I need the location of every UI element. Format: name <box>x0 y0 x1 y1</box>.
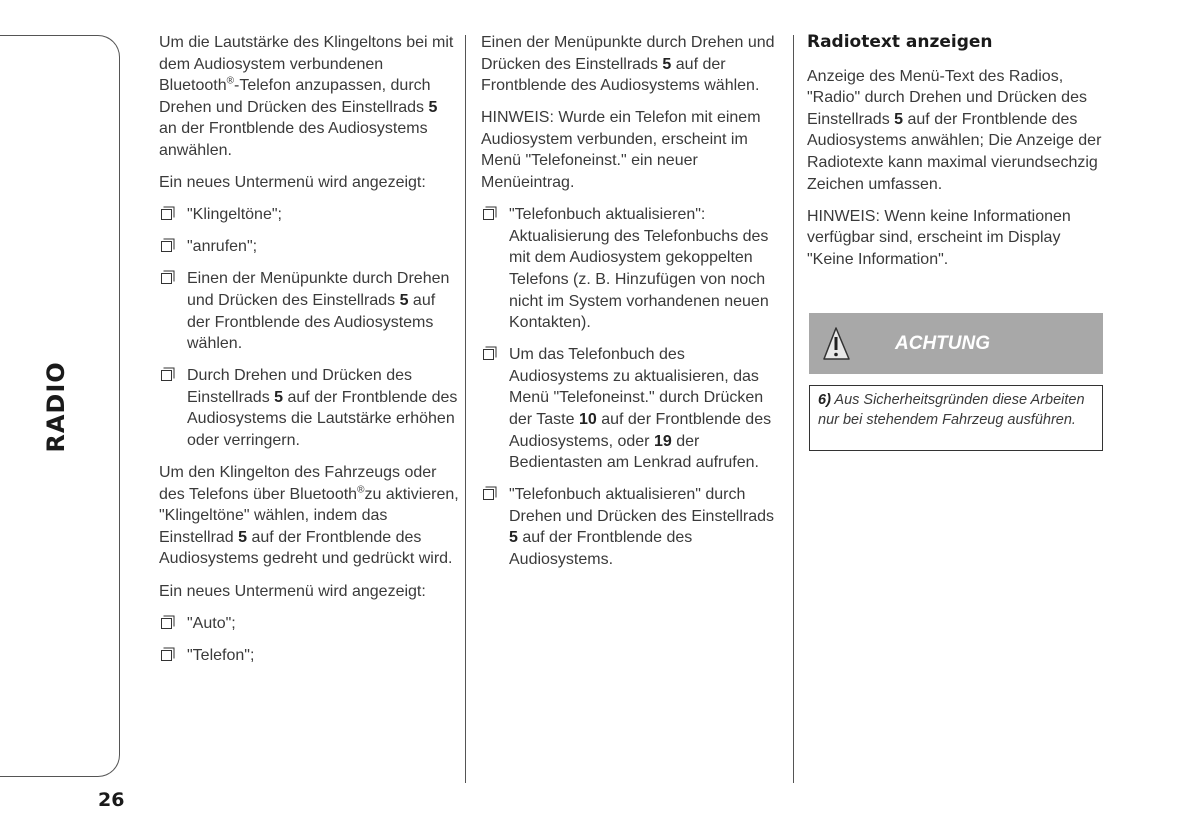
text-segment: "Telefon"; <box>187 646 255 664</box>
bullet-item <box>481 484 781 570</box>
checkbox-bullet-icon <box>161 370 172 381</box>
bullet-item <box>159 268 459 354</box>
column-1 <box>159 32 459 677</box>
paragraph <box>159 581 459 603</box>
bullet-item <box>159 645 459 667</box>
paragraph <box>807 206 1107 271</box>
warning-label: ACHTUNG <box>895 333 990 354</box>
checkbox-bullet-icon <box>161 618 172 629</box>
control-number: 10 <box>578 411 597 428</box>
text-segment: -Telefon anzupassen, durch Drehen und Drücken des Einstellrads <box>159 77 431 116</box>
control-number: 5 <box>399 291 409 309</box>
text-segment: auf der Frontblende des Audiosystems, oder <box>509 411 772 450</box>
control-number: 19 <box>653 432 672 450</box>
column-divider <box>793 35 794 783</box>
text-segment: Durch Drehen und Drücken des Einstellrads <box>187 367 413 406</box>
text-segment: Um die Lautstärke des Klingeltons bei mit dem Audiosystem verbundenen Bluetooth <box>159 34 454 95</box>
text-segment: Einen der Menüpunkte durch Drehen und Drücken des Einstellrads <box>481 34 775 73</box>
text-segment: "Klingeltöne"; <box>187 206 282 224</box>
warning-banner <box>809 313 1103 374</box>
control-number: 5 <box>428 98 438 116</box>
text-segment: Ein neues Untermenü wird angezeigt: <box>159 582 426 600</box>
checkbox-bullet-icon <box>483 489 494 500</box>
column-3 <box>807 32 1107 281</box>
paragraph <box>159 462 459 570</box>
column-divider <box>465 35 466 783</box>
page-number: 26 <box>98 789 125 811</box>
text-segment: Um das Telefonbuch des Audiosystems zu aktualisieren, das Menü "Telefoneinst." durch Drücken der Taste <box>509 346 764 428</box>
checkbox-bullet-icon <box>483 349 494 360</box>
control-number: 5 <box>238 528 248 546</box>
text-segment: HINWEIS: Wenn keine Informationen verfügbar sind, erscheint im Display "Keine Information". <box>807 207 1071 268</box>
checkbox-bullet-icon <box>161 273 172 284</box>
checkbox-bullet-icon <box>161 241 172 252</box>
text-segment: Ein neues Untermenü wird angezeigt: <box>159 174 426 192</box>
checkbox-bullet-icon <box>483 209 494 220</box>
registered-mark: ® <box>357 484 365 496</box>
text-segment: auf der Frontblende des Audiosystems gedreht und gedrückt wird. <box>159 528 453 568</box>
text-segment: der Bedientasten am Lenkrad aufrufen. <box>509 432 759 472</box>
column-2 <box>481 32 781 581</box>
warning-triangle-icon <box>821 326 851 362</box>
text-segment: Radiotext anzeigen <box>807 32 993 52</box>
paragraph <box>481 32 781 97</box>
control-number: 5 <box>509 529 518 547</box>
registered-mark: ® <box>226 75 234 87</box>
text-segment: "Auto"; <box>187 614 236 632</box>
text-segment: zu aktivieren, "Klingeltöne" wählen, indem das Einstellrad <box>159 485 459 546</box>
section-title: RADIO <box>42 361 70 453</box>
bullet-item <box>481 204 781 334</box>
checkbox-bullet-icon <box>161 209 172 220</box>
section-heading <box>807 32 1107 54</box>
text-segment: an der Frontblende des Audiosystems anwählen. <box>159 120 428 159</box>
text-segment: auf der Frontblende des Audiosystems die Lautstärke erhöhen oder verringern. <box>187 388 458 449</box>
checkbox-bullet-icon <box>161 650 172 661</box>
text-segment: auf der Frontblende des Audiosystems anwählen; Die Anzeige der Radiotexte kann maximal vierundsechzig Zeichen umfassen. <box>807 110 1102 193</box>
control-number: 5 <box>274 388 284 406</box>
paragraph <box>159 172 459 194</box>
text-segment: auf der Frontblende des Audiosystems. <box>509 529 693 569</box>
bullet-item <box>159 365 459 451</box>
bullet-item <box>159 236 459 258</box>
text-segment: auf der Frontblende des Audiosystems wählen. <box>481 55 760 95</box>
bullet-item <box>159 613 459 635</box>
bullet-item <box>481 344 781 474</box>
paragraph <box>159 32 459 162</box>
warning-note <box>809 385 1103 451</box>
note-number: 6) <box>818 392 831 408</box>
paragraph <box>481 107 781 193</box>
text-segment: HINWEIS: Wurde ein Telefon mit einem Audiosystem verbunden, erscheint im Menü "Telefoneinst." ein neuer Menüeintrag. <box>481 109 761 192</box>
text-segment: "Telefonbuch aktualisieren" durch Drehen und Drücken des Einstellrads <box>509 486 775 525</box>
control-number: 5 <box>894 110 904 128</box>
text-segment: "Telefonbuch aktualisieren": Aktualisierung des Telefonbuchs des mit dem Audiosystem gekoppelten Telefons (z. B. Hinzufügen von noch nicht im System vorhandenen neuen Kontakten). <box>509 206 769 332</box>
text-segment: Einen der Menüpunkte durch Drehen und Drücken des Einstellrads <box>187 270 450 309</box>
control-number: 5 <box>662 55 672 73</box>
text-segment: Um den Klingelton des Fahrzeugs oder des Telefons über Bluetooth <box>159 464 437 503</box>
paragraph <box>807 66 1107 196</box>
text-segment: Anzeige des Menü-Text des Radios, "Radio" durch Drehen und Drücken des Einstellrads <box>807 67 1087 128</box>
note-text: Aus Sicherheitsgründen diese Arbeiten nur bei stehendem Fahrzeug ausführen. <box>818 392 1085 428</box>
bullet-item <box>159 204 459 226</box>
text-segment: auf der Frontblende des Audiosystems wählen. <box>187 291 436 353</box>
text-segment: "anrufen"; <box>187 238 258 256</box>
